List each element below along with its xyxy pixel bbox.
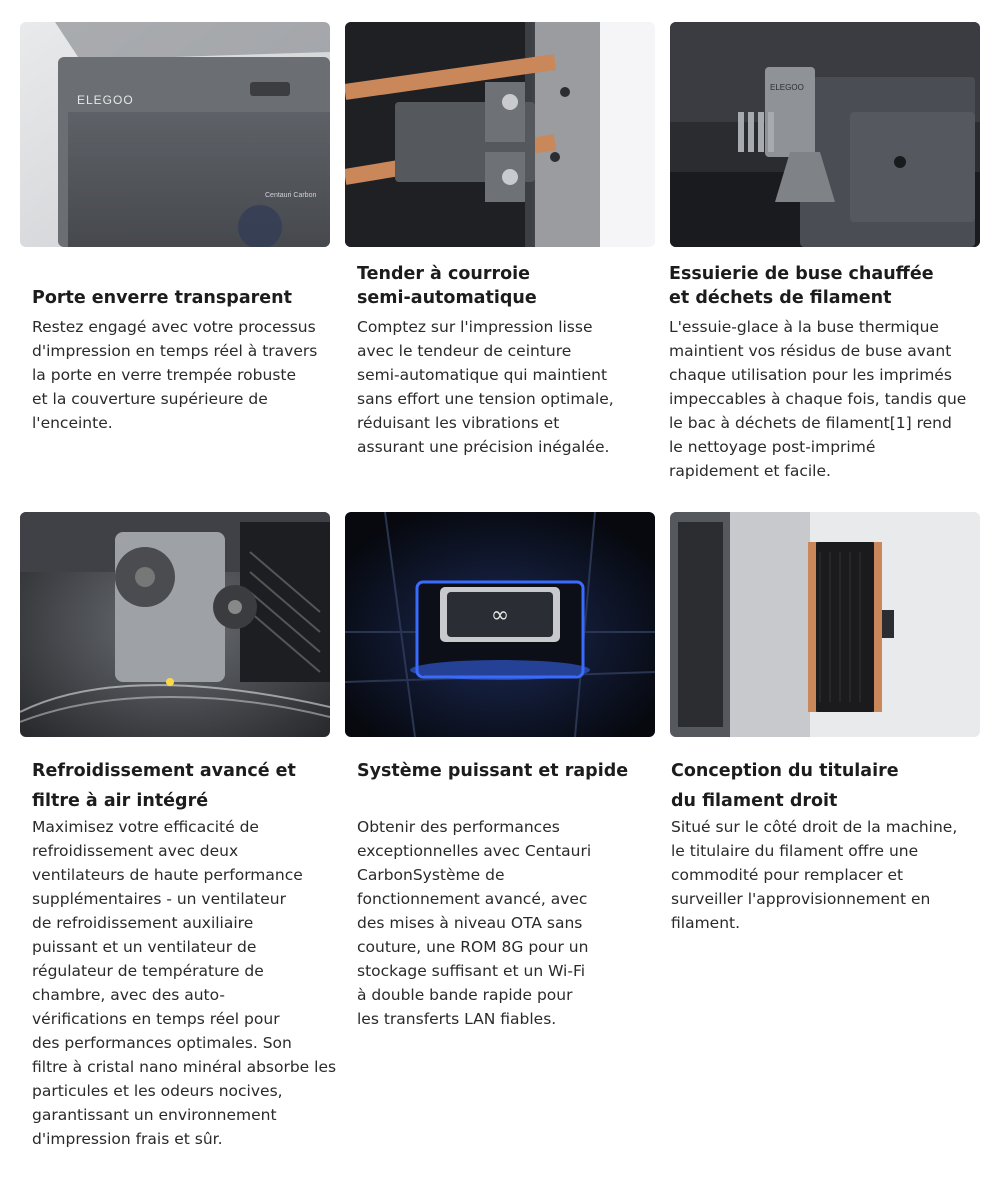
chip-illustration	[345, 512, 655, 737]
cooling-fan-illustration	[20, 512, 330, 737]
filament-spool-illustration	[670, 512, 980, 737]
card-title: Tender à courroie semi-automatique	[357, 264, 537, 308]
brand-logo-text: ELEGOO	[770, 83, 804, 92]
card-title: Conception du titulaire du filament droit	[671, 761, 899, 811]
model-label-text: Centauri Carbon	[265, 192, 317, 199]
nozzle-wiper-illustration	[670, 22, 980, 247]
filament-spool-image	[670, 512, 980, 737]
printer-door-illustration	[20, 22, 330, 247]
card-title: Essuierie de buse chauffée et déchets de filament	[669, 264, 934, 308]
glass-door-image	[20, 22, 330, 247]
belt-tensioner-image	[345, 22, 655, 247]
card-description: Obtenir des performances exceptionnelles avec Centauri CarbonSystème de fonctionnement avancé, avec des mises à niveau OTA sans couture, une ROM 8G pour un stockage suffisant et un Wi-Fi à double bande rapide pour les transferts LAN fiables.	[357, 818, 592, 1028]
card-description: Comptez sur l'impression lisse avec le tendeur de ceinture semi-automatique qui maintient sans effort une tension optimale, réduisant les vibrations et assurant une précision inégalée.	[357, 318, 614, 456]
brand-logo-text: ELEGOO	[77, 93, 134, 107]
infinity-icon: ∞	[490, 603, 510, 628]
belt-tensioner-illustration	[345, 22, 655, 247]
card-title: Refroidissement avancé et filtre à air intégré	[32, 761, 296, 811]
card-description: L'essuie-glace à la buse thermique maintient vos résidus de buse avant chaque utilisation pour les imprimés impeccables à chaque fois, tandis que le bac à déchets de filament[1] rend le nettoyage post-imprimé rapidement et facile.	[669, 318, 967, 480]
nozzle-wiper-image	[670, 22, 980, 247]
card-title: Porte enverre transparent	[32, 288, 292, 308]
card-description: Maximisez votre efficacité de refroidissement avec deux ventilateurs de haute performance supplémentaires - un ventilateur de refroidissement auxiliaire puissant et un ventilateur de régulateur de température de chambre, avec des auto- vérifications en temps réel pour des performances optimales. Son filtre à cristal nano minéral absorbe les particules et les odeurs nocives, garantissant un environnement d'impression frais et sûr.	[32, 818, 337, 1148]
card-title: Système puissant et rapide	[357, 761, 629, 781]
card-description: Restez engagé avec votre processus d'impression en temps réel à travers la porte en verre trempée robuste et la couverture supérieure de l'enceinte.	[32, 318, 318, 432]
cooling-fan-image	[20, 512, 330, 737]
card-description: Situé sur le côté droit de la machine, le titulaire du filament offre une commodité pour remplacer et surveiller l'approvisionnement en filament.	[671, 818, 958, 932]
chip-image	[345, 512, 655, 737]
